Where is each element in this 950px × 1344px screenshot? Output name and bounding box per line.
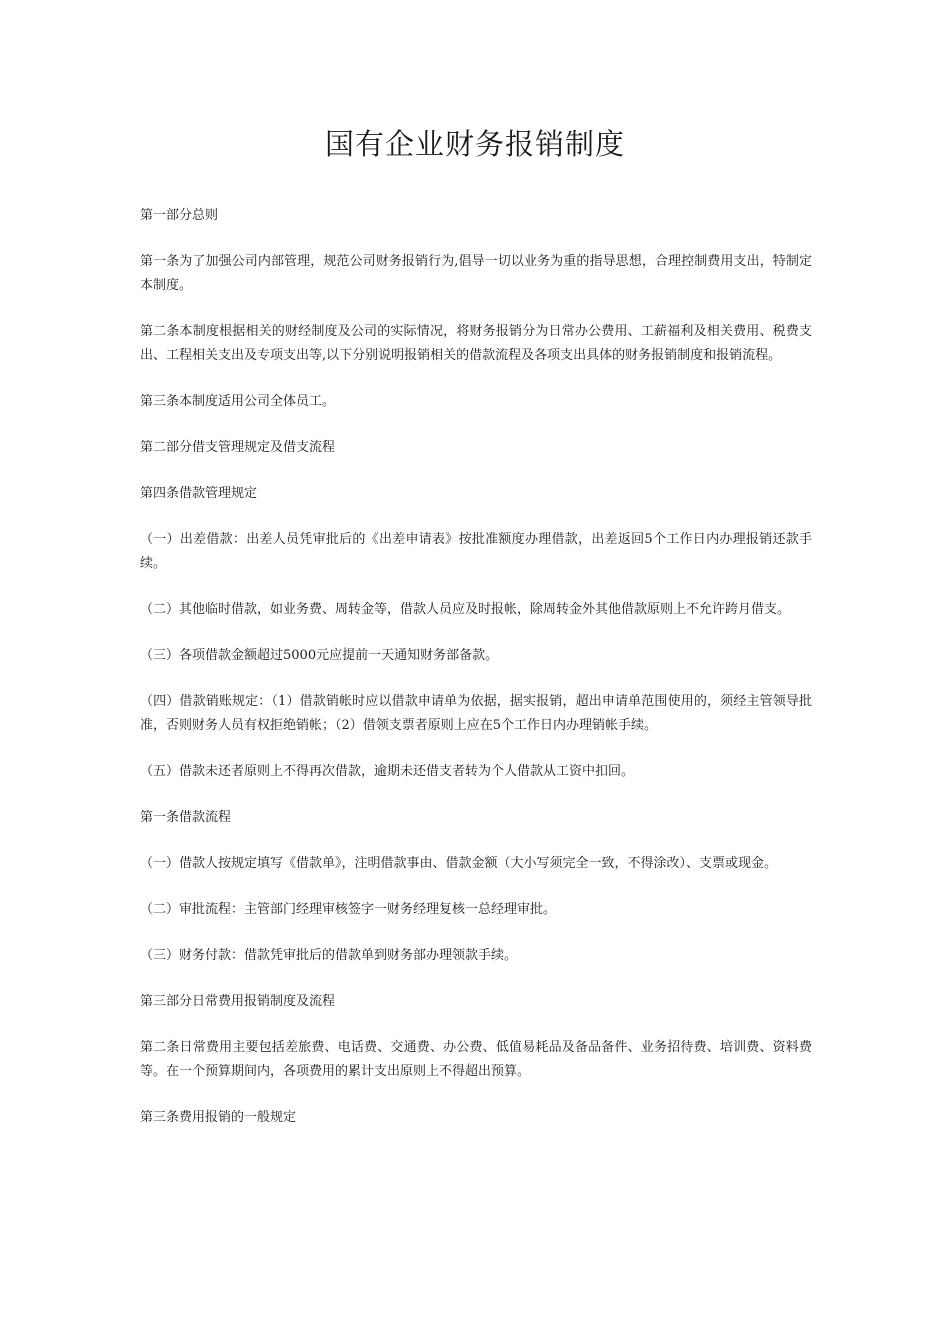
clause-item: （一）借款人按规定填写《借款单》，注明借款事由、借款金额（大小写须完全一致，不得涂改）、支票或现金。 xyxy=(140,856,778,871)
loan-process-heading: 第一条借款流程 xyxy=(140,810,232,825)
section-heading-part3: 第三部分日常费用报销制度及流程 xyxy=(140,994,336,1009)
article-1: 第一条为了加强公司内部管理，规范公司财务报销行为,倡导一切以业务为重的指导思想，合理控制费用支出，特制定本制度。 xyxy=(140,254,812,293)
article-4-heading: 第四条借款管理规定 xyxy=(140,486,258,501)
clause-item: （五）借款未还者原则上不得再次借款，逾期未还借支者转为个人借款从工资中扣回。 xyxy=(140,764,635,779)
document-title: 国有企业财务报销制度 xyxy=(324,127,625,161)
article-daily-expenses: 第二条日常费用主要包括差旅费、电话费、交通费、办公费、低值易耗品及备品备件、业务招待费、培训费、资料费等。在一个预算期间内，各项费用的累计支出原则上不得超出预算。 xyxy=(140,1040,812,1079)
clause-item: （三）财务付款：借款凭审批后的借款单到财务部办理领款手续。 xyxy=(140,948,518,963)
clause-item: （三）各项借款金额超过5000元应提前一天通知财务部备款。 xyxy=(140,648,499,663)
article-2: 第二条本制度根据相关的财经制度及公司的实际情况，将财务报销分为日常办公费用、工薪福利及相关费用、税费支出、工程相关支出及专项支出等,以下分别说明报销相关的借款流程及各项支出具体的财务报销制度和报销流程。 xyxy=(140,324,812,363)
article-general-rules-heading: 第三条费用报销的一般规定 xyxy=(140,1110,297,1125)
section-heading-part2: 第二部分借支管理规定及借支流程 xyxy=(140,440,336,455)
clause-item: （四）借款销账规定：（1）借款销帐时应以借款申请单为依据，据实报销，超出申请单范围使用的，须经主管领导批准，否则财务人员有权拒绝销帐；（2）借领支票者原则上应在5个工作日内办理销帐手续。 xyxy=(140,694,812,733)
clause-item: （二）其他临时借款，如业务费、周转金等，借款人员应及时报帐，除周转金外其他借款原则上不允许跨月借支。 xyxy=(140,602,791,617)
section-heading-part1: 第一部分总则 xyxy=(140,208,219,223)
article-3: 第三条本制度适用公司全体员工。 xyxy=(140,394,336,409)
document-body xyxy=(140,204,812,1152)
clause-item: （二）审批流程：主管部门经理审核签字一财务经理复核一总经理审批。 xyxy=(140,902,557,917)
clause-item: （一）出差借款：出差人员凭审批后的《出差申请表》按批准额度办理借款，出差返回5个工作日内办理报销还款手续。 xyxy=(140,532,812,571)
